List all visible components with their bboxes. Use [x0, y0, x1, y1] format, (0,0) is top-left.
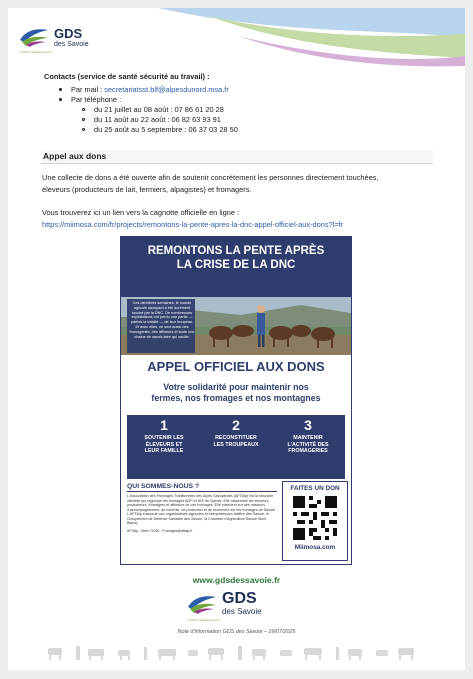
logo-brand-sub: des Savoie — [54, 40, 89, 48]
step-label-line: MAINTENIR — [293, 435, 323, 441]
poster-donate-site[interactable]: Miimosa.com — [294, 544, 336, 551]
step-label — [201, 435, 271, 448]
contact-mail-label: Par mail : — [71, 84, 103, 94]
contact-phone-row — [44, 94, 444, 104]
poster-donate-title: FAITES UN DON — [290, 485, 340, 492]
contact-phone-label: Par téléphone : — [71, 94, 122, 104]
circle-bullet-icon — [82, 108, 85, 111]
poster-title-line-1: REMONTONS LA PENTE APRÈS — [147, 245, 325, 257]
step-label — [129, 435, 199, 455]
poster-subtitle-line-1: Votre solidarité pour maintenir nos — [163, 382, 309, 392]
footer-note: Note d'information GDS des Savoie – 29/07/2025 — [177, 629, 296, 635]
step-number: 2 — [232, 417, 240, 433]
animals-silhouette-icon — [48, 642, 428, 662]
paragraph-2 — [42, 207, 452, 230]
poster-donate-box — [282, 481, 348, 561]
poster-who-title: QUI SOMMES-NOUS ? — [127, 483, 200, 490]
poster-steps — [127, 415, 345, 479]
contacts-block — [44, 72, 444, 134]
phone-item-text: du 11 août au 22 août : 06 82 63 93 91 — [94, 114, 221, 124]
poster-subtitle-line-2: fermes, nos fromages et nos montagnes — [151, 393, 321, 403]
gds-logo-mark-icon — [18, 26, 50, 48]
step-label-line: SOUTENIR LES — [144, 435, 184, 441]
cagnotte-link[interactable]: https://miimosa.com/fr/projects/remontons-la-pente-apres-la-dnc-appel-officiel-aux-dons?l=fr — [42, 219, 344, 229]
poster-who-body: L'Association des Fromages Traditionnels des Alpes Savoyardes (AFTAlp) est la structure officielle qui regroupe les fromages AOP et IGP de Savoie. Elle rassemble les éleveurs, producteurs, fromagers et affineurs de ces fromages. Elle intervient sur ses missions d'accompagnement, de contrôle, de protection et de recherche sur les fromages de Savoie. L'AFTAlp s'associe aux organisations agricoles et interprofession laitière des Savoie, le Groupement de Défense Sanitaire des Savoie, la Chambre d'Agriculture Savoie Mont Blanc). — [127, 494, 277, 525]
poster-step — [273, 417, 343, 455]
phone-item — [44, 104, 444, 114]
paragraph-1-line-1: Une collecte de dons a été ouverte afin de soutenir concrètement les personnes directement touchées, — [42, 173, 379, 182]
phone-item-text: du 21 juillet au 08 août : 07 86 61 20 28 — [94, 104, 224, 114]
poster-header — [121, 237, 351, 297]
step-label-line: LES TROUPEAUX — [213, 441, 259, 448]
bullet-icon — [59, 88, 62, 91]
logo-tagline: L'action sanitaire avenir — [188, 618, 220, 622]
document-page — [8, 8, 465, 670]
contact-mail-row — [44, 84, 444, 94]
donation-poster — [120, 236, 352, 565]
paragraph-1 — [42, 172, 452, 195]
phone-item-text: du 25 août au 5 septembre : 06 37 03 28 50 — [94, 124, 238, 134]
circle-bullet-icon — [82, 118, 85, 121]
gds-logo-top — [18, 26, 89, 48]
poster-who-divider — [127, 491, 277, 492]
paragraph-2-text: Vous trouverez ici un lien vers la cagnotte officielle en ligne : — [42, 208, 240, 217]
poster-appel-title: APPEL OFFICIEL AUX DONS — [147, 359, 325, 374]
logo-brand-sub: des Savoie — [222, 607, 262, 616]
contact-mail-link[interactable]: secretariatsst.blf@alpesdunord.msa.fr — [104, 84, 229, 94]
qr-code-icon[interactable] — [293, 496, 337, 540]
step-label-line: ÉLEVEURS ET — [145, 441, 183, 448]
poster-subtitle — [121, 382, 351, 404]
poster-who-section — [127, 483, 277, 533]
gds-logo-bottom — [186, 591, 262, 616]
poster-title-line-2: LA CRISE DE LA DNC — [176, 259, 296, 271]
step-label-line: LEUR FAMILLE — [144, 448, 184, 455]
footer-website-link[interactable]: www.gdsdessavoie.fr — [192, 575, 281, 585]
bullet-icon — [59, 98, 62, 101]
logo-brand: GDS — [54, 25, 83, 41]
logo-brand: GDS — [222, 590, 257, 607]
section-title: Appel aux dons — [41, 150, 433, 164]
circle-bullet-icon — [82, 128, 85, 131]
logo-tagline: L'action sanitaire avenir — [20, 50, 52, 54]
step-label-line: L'ACTIVITÉ DES — [287, 441, 329, 448]
poster-photo-text: Ces dernières semaines, le monde agricole savoyard a été durement touché par la DNC. De nombreuses exploitations ont perdu une partie — parfois la totalité — de leur troupeau. Et avec elles, ce sont aussi des fromageries, des affineurs et toute une chaîne de savoir-faire qui vacille. — [129, 301, 195, 339]
step-number: 1 — [160, 417, 168, 433]
step-label-line: FROMAGERIES — [288, 448, 328, 455]
step-number: 3 — [304, 417, 312, 433]
phone-item — [44, 114, 444, 124]
poster-step — [129, 417, 199, 455]
poster-title — [121, 244, 351, 272]
contacts-title: Contacts (service de santé sécurité au travail) : — [44, 72, 210, 81]
step-label — [273, 435, 343, 455]
gds-logo-mark-icon — [186, 593, 218, 615]
paragraph-1-line-2: éleveurs (producteurs de lait, fermiers, alpagistes) et fromagers. — [42, 184, 252, 194]
poster-who-signature: AFTAlp - Siren 74230 - Fromages@aftalp.fr — [127, 528, 193, 533]
phone-item — [44, 124, 444, 134]
poster-step — [201, 417, 271, 448]
step-label-line: RECONSTITUER — [215, 435, 257, 441]
